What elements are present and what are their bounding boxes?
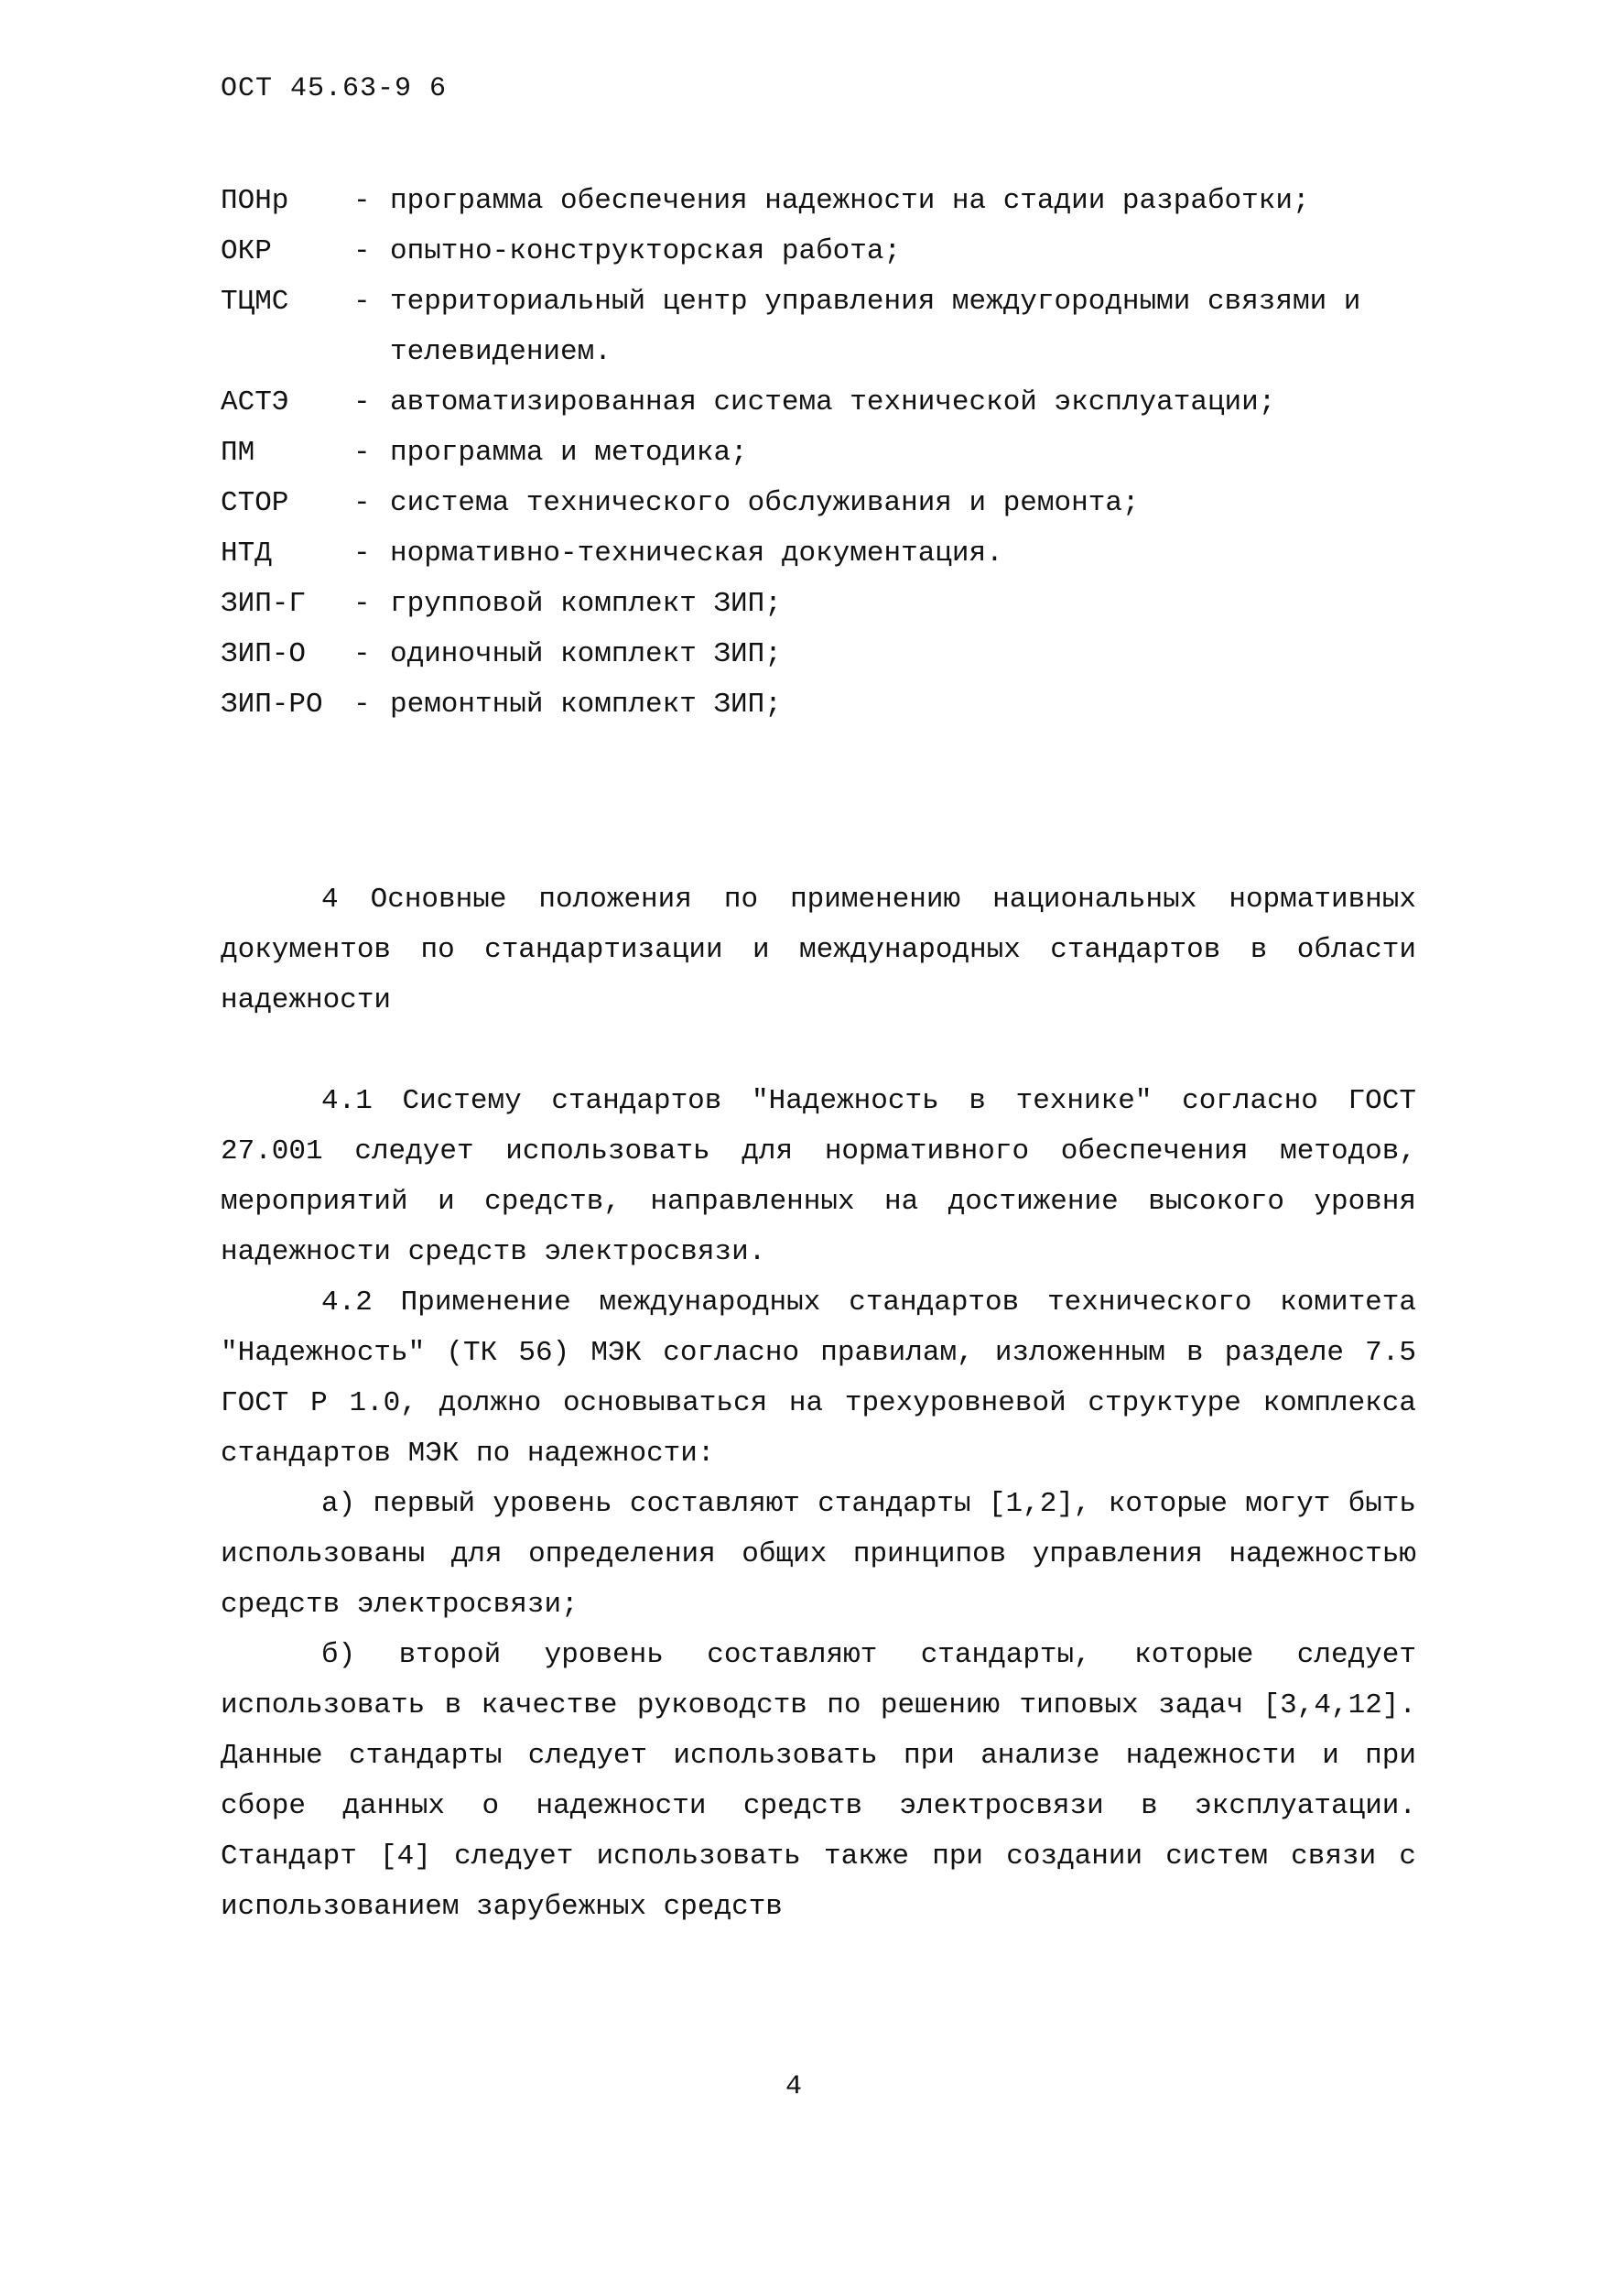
abbreviation-term: ПОНр [221,185,289,217]
abbreviation-dash: - [353,185,371,217]
section-heading: 4 Основные положения по применению национальных нормативных документов по стандартизации и международных стандартов в области надежности [221,884,1416,1016]
document-code: ОСТ 45.63-9 6 [221,73,448,104]
abbreviation-term: ТЦМС [221,286,289,318]
abbreviation-definition: групповой комплект ЗИП; [390,588,782,620]
abbreviation-definition: система технического обслуживания и ремонта; [390,487,1140,519]
abbreviation-definition: нормативно-техническая документация. [390,537,1003,570]
abbreviation-definition: ремонтный комплект ЗИП; [390,689,782,721]
abbreviation-definition: одиночный комплект ЗИП; [390,638,782,670]
abbreviation-definition: автоматизированная система технической эксплуатации; [390,386,1276,418]
abbreviation-definition: территориальный центр управления междугородными связями и телевидением. [390,286,1361,368]
clause-paragraph: б) второй уровень составляют стандарты, которые следует использовать в качестве руководств по решению типовых задач [3,4,12]. Данные стандарты следует использовать при анализе надежности и при сборе данных о надежности средств электросвязи в эксплуатации. Стандарт [4] следует использовать также при создании систем связи с использованием зарубежных средств [221,1639,1416,1923]
abbreviation-term: ЗИП-РО [221,689,323,721]
abbreviation-term: ОКР [221,235,272,267]
abbreviation-dash: - [353,689,371,721]
abbreviation-term: АСТЭ [221,386,289,418]
abbreviation-term: СТОР [221,487,289,519]
abbreviation-row [221,377,1438,428]
abbreviation-row [221,579,1438,629]
abbreviation-term: ЗИП-Г [221,588,307,620]
abbreviation-row [221,679,1438,730]
abbreviation-definition: программа обеспечения надежности на стадии разработки; [390,185,1310,217]
abbreviation-dash: - [353,588,371,620]
abbreviation-dash: - [353,286,371,318]
abbreviation-term: НТД [221,537,272,570]
clauses-block [221,1076,1416,1932]
page-number: 4 [785,2071,803,2102]
abbreviation-row [221,478,1438,528]
abbreviation-dash: - [353,437,371,469]
abbreviation-row [221,277,1438,377]
abbreviation-dash: - [353,638,371,670]
abbreviation-dash: - [353,537,371,570]
abbreviation-row [221,226,1438,277]
clause-paragraph: 4.1 Систему стандартов "Надежность в технике" согласно ГОСТ 27.001 следует использовать для нормативного обеспечения методов, мероприятий и средств, направленных на достижение высокого уровня надежности средств электросвязи. [221,1085,1416,1268]
abbreviation-dash: - [353,487,371,519]
clause-paragraph: а) первый уровень составляют стандарты [1,2], которые могут быть использованы для определения общих принципов управления надежностью средств электросвязи; [221,1488,1416,1621]
abbreviation-definition: опытно-конструкторская работа; [390,235,902,267]
abbreviation-dash: - [353,386,371,418]
abbreviation-row [221,528,1438,579]
abbreviation-definition: программа и методика; [390,437,748,469]
abbreviation-row [221,176,1438,226]
abbreviation-list [221,176,1438,730]
abbreviation-row [221,629,1438,679]
abbreviation-row [221,428,1438,478]
abbreviation-term: ПМ [221,437,255,469]
abbreviation-term: ЗИП-О [221,638,307,670]
clause-paragraph: 4.2 Применение международных стандартов технического комитета "Надежность" (ТК 56) МЭК согласно правилам, изложенным в разделе 7.5 ГОСТ Р 1.0, должно основываться на трехуровневой структуре комплекса стандартов МЭК по надежности: [221,1287,1416,1470]
section-heading-block [221,874,1416,1026]
abbreviation-dash: - [353,235,371,267]
